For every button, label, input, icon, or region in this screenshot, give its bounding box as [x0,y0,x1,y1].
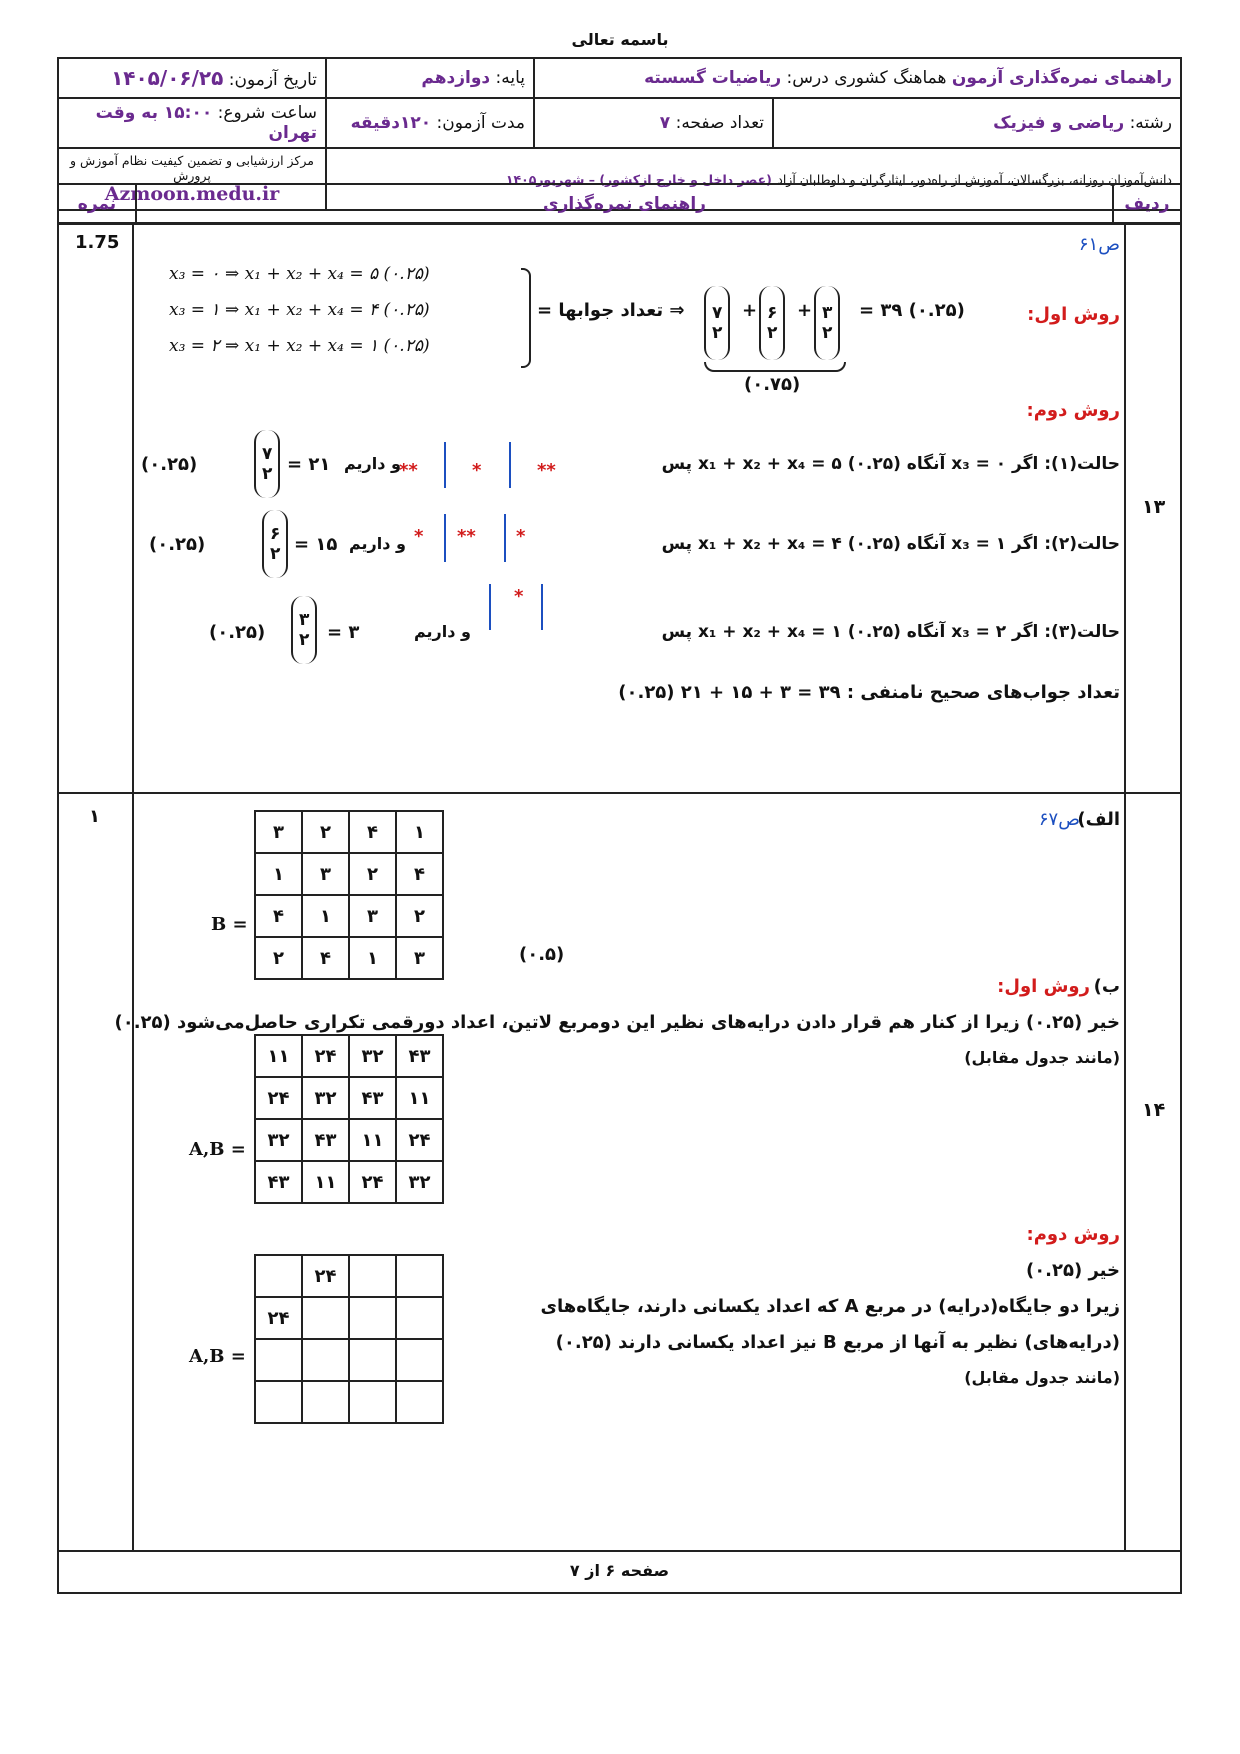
duration-label: مدت آزمون: [436,113,525,133]
q13-binom-3 [814,286,840,360]
q13-under-brace [704,362,846,372]
pages-label: تعداد صفحه: [675,113,764,133]
date-label: تاریخ آزمون: [228,70,317,90]
case1-star-right: ** [537,460,556,481]
website-link[interactable]: Azmoon.medu.ir [104,183,280,205]
q13-case3-result: و داریم [414,622,471,641]
q13-binom-1 [704,286,730,360]
header-start-cell [58,98,326,148]
grid-cell: ۲۴ [302,1255,349,1297]
grid-cell: ۲۴ [255,1297,302,1339]
audience-emph: (عصر داخل و خارج ازکشور) – شهریور۱۴۰۵ [505,172,772,187]
binom-bottom: ۲ [712,323,723,343]
plus-sign: + [742,300,758,321]
q13-case3-binom [291,596,317,664]
binom-bottom: ۲ [262,464,273,484]
q14-text4: (درایه‌های) نظیر به آنها از مربع B نیز اعداد یکسانی دارند (۰.۲۵) [555,1332,1120,1353]
q13-case2: حالت(۲): اگر x₃ = ۱ آنگاه (۰.۲۵) x₁ + x₂ + x₄ = ۴ پس [661,534,1120,554]
column-header-table [57,183,1182,225]
score-divider [132,224,134,1550]
q13-case3-score: (۰.۲۵) [209,622,266,643]
grid-cell: ۴۳ [349,1077,396,1119]
q13-method2: روش دوم: [1026,400,1120,421]
case2-star-left: * [414,526,424,547]
q14-text1: خیر (۰.۲۵) زیرا از کنار هم قرار دادن درایه‌های نظیر این دومربع لاتین، اعداد دورقمی تکراری حاصل‌می‌شود (۰.۲۵) [114,1012,1120,1033]
grid-cell: ۴ [255,895,302,937]
q13-case2-binom [262,510,288,578]
q13-right-brace [521,268,531,368]
b-label: B = [211,914,248,935]
q13-case1-value: = ۲۱ [287,454,331,475]
q14-row-number: ۱۴ [1142,1099,1166,1121]
separator-bar [444,514,446,562]
q13-brace-score: (۰.۷۵) [744,374,801,395]
grid-cell: ۱ [302,895,349,937]
q14-page-ref: ص۶۷ [1038,809,1080,830]
plus-sign: + [797,300,813,321]
binom-bottom: ۲ [822,323,833,343]
q13-count-label: ⇒ تعداد جوابها = [537,300,685,321]
grid-row [255,895,443,937]
grid-cell [302,1381,349,1423]
q13-result1: = ۳۹ (۰.۲۵) [859,300,965,321]
grid-cell: ۴۳ [255,1161,302,1203]
grid-cell: ۱ [349,937,396,979]
grid-cell [349,1297,396,1339]
orthogonal-square-ab [254,1034,444,1204]
page-footer: صفحه ۶ از ۷ [569,1561,670,1580]
grid-cell [255,1339,302,1381]
q-separator [59,792,1180,794]
grid-cell: ۳۲ [255,1119,302,1161]
header-grade-cell [326,58,534,98]
top-title: باسمه تعالی [571,30,669,49]
q13-case2-value: = ۱۵ [294,534,338,555]
grid-cell [349,1339,396,1381]
grid-cell [255,1381,302,1423]
binom-bottom: ۲ [767,323,778,343]
q13-case1-score: (۰.۲۵) [141,454,198,475]
grid-cell [349,1255,396,1297]
grid-cell: ۲۴ [396,1119,443,1161]
binom-top: ۶ [767,303,778,323]
q13-method1: روش اول: [1027,304,1120,325]
case2-star-right: * [516,526,526,547]
col-row: ردیف [1113,184,1181,224]
header-date-cell [58,58,326,98]
grid-cell: ۲ [349,853,396,895]
q13-case1: حالت(۱): اگر x₃ = ۰ آنگاه (۰.۲۵) x₁ + x₂ + x₄ = ۵ پس [661,454,1120,474]
grid-row [255,1255,443,1297]
grid-cell: ۲ [255,937,302,979]
q13-case3-value: = ۳ [327,622,360,643]
grid-row [255,853,443,895]
q14-score: ۱ [89,806,100,827]
header-guide-cell [534,58,1181,98]
grid-cell [255,1255,302,1297]
grid-row [255,1035,443,1077]
separator-bar [509,442,511,488]
case1-star-left: ** [399,460,418,481]
start-label: ساعت شروع: [217,103,317,123]
q14-method1: روش اول: [997,976,1090,997]
q14-part-b: ب) [1093,976,1120,997]
binom-top: ۷ [262,444,273,464]
duration: ۱۲۰دقیقه [350,113,432,133]
grid-cell: ۳ [255,811,302,853]
case1-star-mid: * [472,460,482,481]
grid-cell: ۳ [302,853,349,895]
grid-cell: ۳۲ [349,1035,396,1077]
grid-cell: ۱ [396,811,443,853]
grid-row [255,1161,443,1203]
grid-row [255,1339,443,1381]
q13-case2-score: (۰.۲۵) [149,534,206,555]
q13-case1-binom [254,430,280,498]
grid-cell: ۲۴ [302,1035,349,1077]
exam-date: ۱۴۰۵/۰۶/۲۵ [111,66,224,90]
grid-cell: ۱۱ [302,1161,349,1203]
grid-cell: ۳ [396,937,443,979]
coord-label: هماهنگ کشوری درس: [786,68,947,88]
case3-star: * [514,586,524,607]
grid-cell [396,1297,443,1339]
q13-eq2: x₃ = ۱ ⇒ x₁ + x₂ + x₄ = ۴ (۰.۲۵) [169,300,430,320]
answer-body [57,222,1182,1594]
grid-cell: ۴۳ [396,1035,443,1077]
q14-no: خیر (۰.۲۵) [1025,1260,1120,1281]
grid-cell [396,1381,443,1423]
guide-title: راهنمای نمره‌گذاری آزمون [951,68,1172,88]
grid-row [255,1381,443,1423]
binom-top: ۳ [299,610,310,630]
field: ریاضی و فیزیک [993,113,1125,133]
q13-score: 1.75 [75,232,120,253]
col-score: نمره [58,184,136,224]
grid-cell: ۴ [302,937,349,979]
grid-row [255,937,443,979]
example-square-ab [254,1254,444,1424]
separator-bar [444,442,446,488]
grid-cell: ۳۲ [396,1161,443,1203]
grid-row [255,1077,443,1119]
q13-binom-2 [759,286,785,360]
binom-top: ۳ [822,303,833,323]
col-guide: راهنمای نمره‌گذاری [136,184,1113,224]
binom-bottom: ۲ [299,630,310,650]
grid-cell [302,1297,349,1339]
q13-row-number: ۱۳ [1142,496,1166,518]
latin-square-b [254,810,444,980]
ab-label: A,B = [189,1139,246,1160]
grid-cell: ۴ [396,853,443,895]
start-time: ۱۵:۰۰ به وقت تهران [95,103,317,143]
grade-label: پایه: [495,68,525,88]
header-duration-cell [326,98,534,148]
q13-eq3: x₃ = ۲ ⇒ x₁ + x₂ + x₄ = ۱ (۰.۲۵) [169,336,430,356]
audience: دانش‌آموزان روزانه، بزرگسالان، آموزش از راه‌دور، ایثارگران و داوطلبان آزاد [777,172,1172,187]
grid-cell: ۴۳ [302,1119,349,1161]
grid-cell [349,1381,396,1423]
grid-cell: ۱۱ [396,1077,443,1119]
q14-text3: زیرا دو جایگاه(درایه) در مربع A که اعداد یکسانی دارند، جایگاه‌های [540,1296,1120,1317]
grade: دوازدهم [421,68,491,88]
binom-top: ۷ [712,303,723,323]
row-divider [1124,224,1126,1550]
separator-bar [489,584,491,630]
separator-bar [504,514,506,562]
grid-cell: ۱۱ [255,1035,302,1077]
grid-cell: ۲۴ [255,1077,302,1119]
grid-cell [396,1339,443,1381]
grid-cell: ۱ [255,853,302,895]
grid-cell: ۲۴ [349,1161,396,1203]
q13-page-ref: ص۶۱ [1078,234,1120,255]
grid-cell: ۴ [349,811,396,853]
q14-part-a: الف) [1077,809,1120,830]
binom-bottom: ۲ [270,544,281,564]
q13-case1-result: و داریم [344,454,401,473]
grid-row [255,1119,443,1161]
q13-case2-result: و داریم [349,534,406,553]
q13-eq1: x₃ = ۰ ⇒ x₁ + x₂ + x₄ = ۵ (۰.۲۵) [169,264,430,284]
grid-cell [396,1255,443,1297]
case2-star-mid: ** [457,526,476,547]
grid-row [255,811,443,853]
q13-total: تعداد جواب‌های صحیح نامنفی : ۳۹ = ۳ + ۱۵ + ۲۱ (۰.۲۵) [618,682,1120,703]
binom-top: ۶ [270,524,281,544]
grid-cell: ۱۱ [349,1119,396,1161]
ab2-label: A,B = [189,1346,246,1367]
header-field-cell [773,98,1181,148]
header-pages-cell [534,98,773,148]
field-label: رشته: [1129,113,1172,133]
q14-method2: روش دوم: [1026,1224,1120,1245]
grid-cell: ۳۲ [302,1077,349,1119]
grid-b-score: (۰.۵) [519,944,565,965]
subject: ریاضیات گسسته [644,68,782,88]
grid-cell: ۳ [349,895,396,937]
q14-text2: (مانند جدول مقابل) [964,1048,1120,1067]
grid-cell: ۲ [302,811,349,853]
pages: ۷ [659,113,671,133]
q13-case3: حالت(۳): اگر x₃ = ۲ آنگاه (۰.۲۵) x₁ + x₂ + x₄ = ۱ پس [661,622,1120,642]
grid-cell: ۲ [396,895,443,937]
q14-text5: (مانند جدول مقابل) [964,1368,1120,1387]
grid-cell [302,1339,349,1381]
grid-row [255,1297,443,1339]
center-name: مرکز ارزشیابی و تضمین کیفیت نظام آموزش و پرورش [70,153,314,183]
separator-bar [541,584,543,630]
